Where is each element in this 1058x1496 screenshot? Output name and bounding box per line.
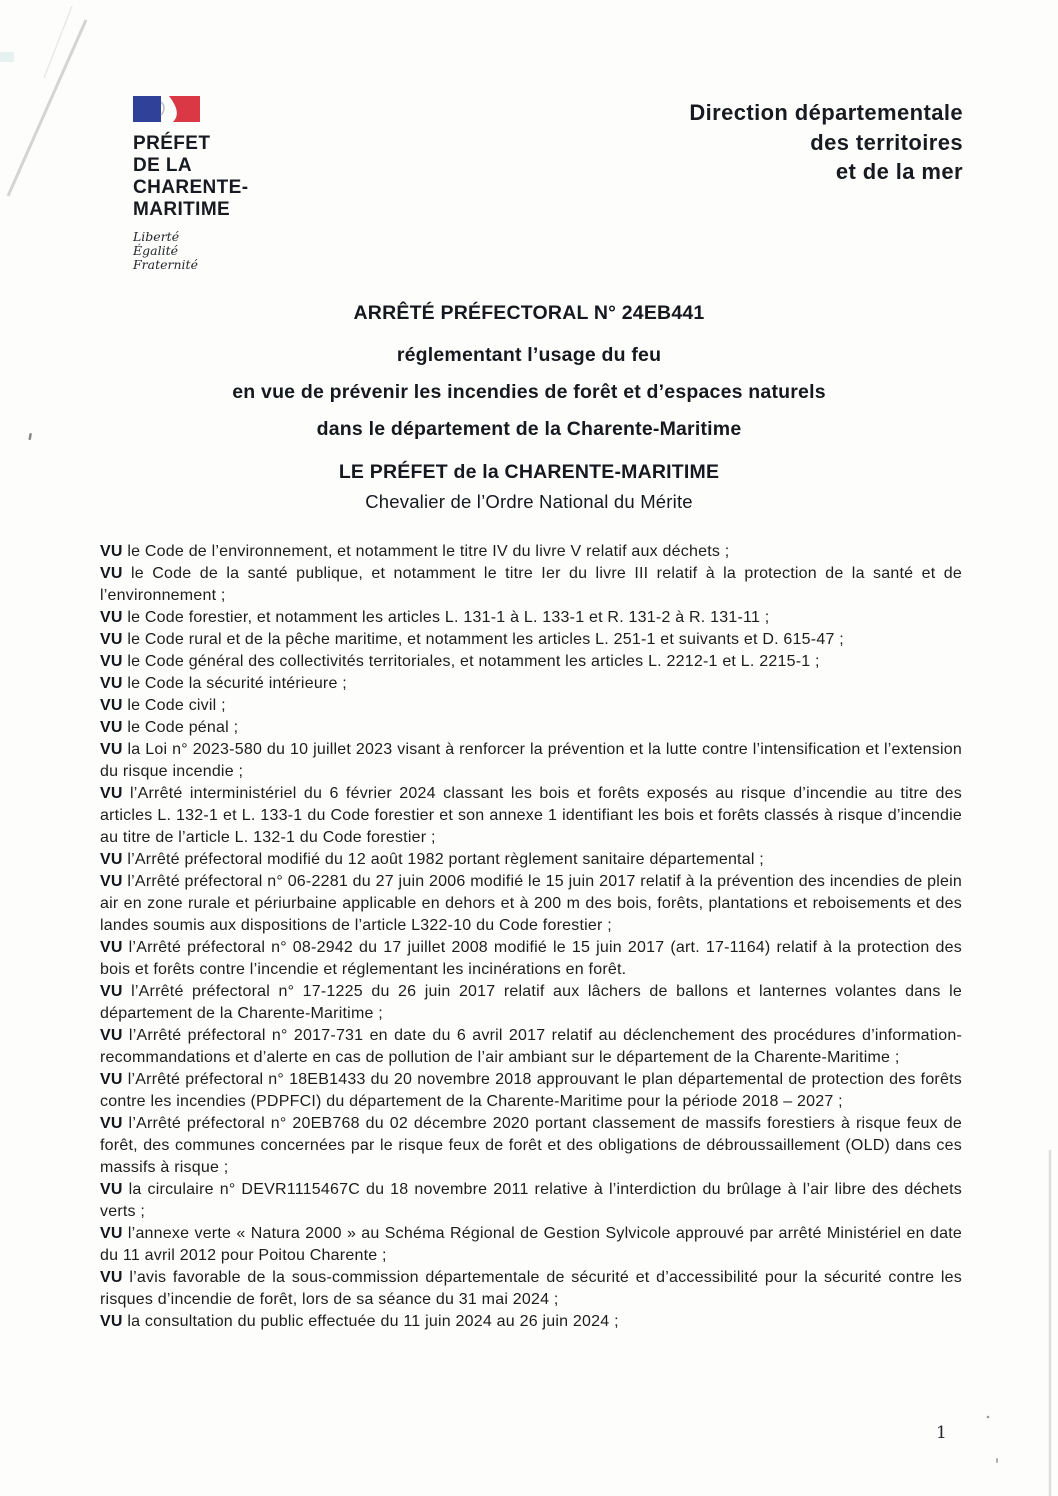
prefect-line-2: DE LA [133,155,192,176]
vu-paragraph: VU la Loi n° 2023-580 du 10 juillet 2023 visant à renforcer la prévention et la lutte contre l’intensification et l’extension du risque incendie ; [100,741,962,780]
vu-paragraph: VU le Code de l’environnement, et notamment le titre IV du livre V relatif aux déchets ; [100,543,730,560]
vu-lead: VU [100,1027,123,1044]
prefecture-logo [133,95,313,272]
vu-lead: VU [100,543,123,560]
vu-paragraph: VU l’Arrêté préfectoral n° 18EB1433 du 20 novembre 2018 approuvant le plan départemental de protection des forêts contre les incendies (PDPFCI) du département de la Charente-Maritime pour la période 2018 – 2027 ; [100,1071,962,1110]
vu-lead: VU [100,939,123,956]
decree-subject-line-1: réglementant l’usage du feu [396,344,662,366]
vu-paragraph: VU le Code la sécurité intérieure ; [100,675,347,692]
vu-lead: VU [100,851,123,868]
direction-header [689,98,963,187]
vu-lead: VU [100,1225,123,1242]
vu-paragraph: VU la circulaire n° DEVR1115467C du 18 novembre 2011 relative à l’interdiction du brûlage à l’air libre des déchets verts ; [100,1181,962,1220]
vu-paragraph: VU le Code pénal ; [100,719,239,736]
decree-title-block [98,301,960,514]
vu-paragraph: VU l’Arrêté interministériel du 6 février 2024 classant les bois et forêts exposés au risque d’incendie au titre des articles L. 132-1 et L. 133-1 du Code forestier et son annexe 1 identifiant les bois et forêts classés à risque d’incendie au titre de l’article L. 132-1 du Code forestier ; [100,785,962,846]
vu-lead: VU [100,697,123,714]
fold-line-faint-artifact [44,6,72,78]
vu-lead: VU [100,675,123,692]
decree-number-title: ARRÊTÉ PRÉFECTORAL N° 24EB441 [353,302,705,324]
prefect-title [133,133,313,221]
vu-paragraph: VU l’Arrêté préfectoral n° 2017-731 en date du 6 avril 2017 relatif au déclenchement des procédures d’information-recommandations et d’alerte en cas de pollution de l’air ambiant sur le département de la Charente-Maritime ; [100,1027,962,1066]
direction-line-3: et de la mer [835,159,963,184]
french-flag-icon [133,95,200,123]
vu-lead: VU [100,741,123,758]
vu-paragraph: VU le Code civil ; [100,697,226,714]
edge-smudge-artifact [0,52,14,62]
vu-lead: VU [100,719,123,736]
decree-subject-line-2: en vue de prévenir les incendies de forêt et d’espaces naturels [232,381,826,403]
vu-paragraph: VU l’Arrêté préfectoral n° 06-2281 du 27 juin 2006 modifié le 15 juin 2017 relatif à la prévention des incendies de plein air en zone rurale et périurbaine applicable en dehors et à 200 m des bois, forêts, plantations et reboisements et des landes soumis aux dispositions de l’article L322-10 du Code forestier ; [100,873,962,934]
motto-fraternite: Fraternité [133,257,198,272]
vu-lead: VU [100,1115,123,1132]
page-number: 1 [936,1423,947,1443]
vu-paragraph: VU la consultation du public effectuée du 11 juin 2024 au 26 juin 2024 ; [100,1313,619,1330]
vu-paragraph: VU l’annexe verte « Natura 2000 » au Schéma Régional de Gestion Sylvicole approuvé par arrêté Ministériel en date du 11 avril 2012 pour Poitou Charente ; [100,1225,962,1264]
fold-line-artifact [8,20,86,196]
direction-line-1: Direction départementale [689,100,963,125]
issuing-authority: LE PRÉFET de la CHARENTE-MARITIME [338,461,720,483]
vu-lead: VU [100,785,123,802]
motto-liberte: Liberté [133,229,180,244]
prefect-line-4: MARITIME [133,199,231,220]
vu-lead: VU [100,609,123,626]
vu-lead: VU [100,1181,123,1198]
vu-paragraph: VU l’Arrêté préfectoral modifié du 12 août 1982 portant règlement sanitaire départemental ; [100,851,764,868]
vu-paragraph: VU le Code général des collectivités territoriales, et notamment les articles L. 2212-1 et L. 2215-1 ; [100,653,820,670]
vu-paragraph: VU le Code de la santé publique, et notamment le titre Ier du livre III relatif à la protection de la santé et de l’environnement ; [100,565,962,604]
vu-paragraph: VU l’avis favorable de la sous-commission départementale de sécurité et d’accessibilité pour la sécurité contre les risques d’incendie de forêt, lors de sa séance du 31 mai 2024 ; [100,1269,962,1308]
vu-lead: VU [100,1313,123,1330]
vu-lead: VU [100,1071,123,1088]
vu-lead: VU [100,873,123,890]
vu-lead: VU [100,653,123,670]
ink-speck-artifact [28,433,32,440]
vu-paragraph: VU le Code rural et de la pêche maritime, et notamment les articles L. 251-1 et suivants et D. 615-47 ; [100,631,844,648]
motto-egalite: Égalité [133,243,178,258]
dot-speck-artifact [987,1416,990,1419]
decree-subject-line-3: dans le département de la Charente-Maritime [316,418,742,440]
vu-lead: VU [100,1269,123,1286]
vu-paragraph: VU l’Arrêté préfectoral n° 08-2942 du 17 juillet 2008 modifié le 15 juin 2017 (art. 17-1164) relatif à la protection des bois et forêts contre l’incendie et réglementant les incinérations en forêt. [100,939,962,978]
authority-honorific: Chevalier de l’Ordre National du Mérite [365,491,693,512]
vu-lead: VU [100,631,123,648]
vu-paragraph: VU l’Arrêté préfectoral n° 20EB768 du 02 décembre 2020 portant classement de massifs forestiers à risque feux de forêt, des communes concernées par le risque feux de forêt et des obligations de débroussaillement (OLD) dans ces massifs à risque ; [100,1115,962,1176]
vu-lead: VU [100,983,123,1000]
vu-lead: VU [100,565,123,582]
dot-speck-artifact-2 [996,1458,998,1463]
vu-paragraphs [100,541,962,1333]
prefect-line-1: PRÉFET [133,133,211,154]
republic-motto [133,230,313,272]
direction-line-2: des territoires [810,129,963,155]
prefect-line-3: CHARENTE- [133,177,249,198]
vu-paragraph: VU le Code forestier, et notamment les articles L. 131-1 à L. 133-1 et R. 131-2 à R. 131-11 ; [100,609,770,626]
vu-paragraph: VU l’Arrêté préfectoral n° 17-1225 du 26 juin 2017 relatif aux lâchers de ballons et lanternes volantes dans le département de la Charente-Maritime ; [100,983,962,1022]
